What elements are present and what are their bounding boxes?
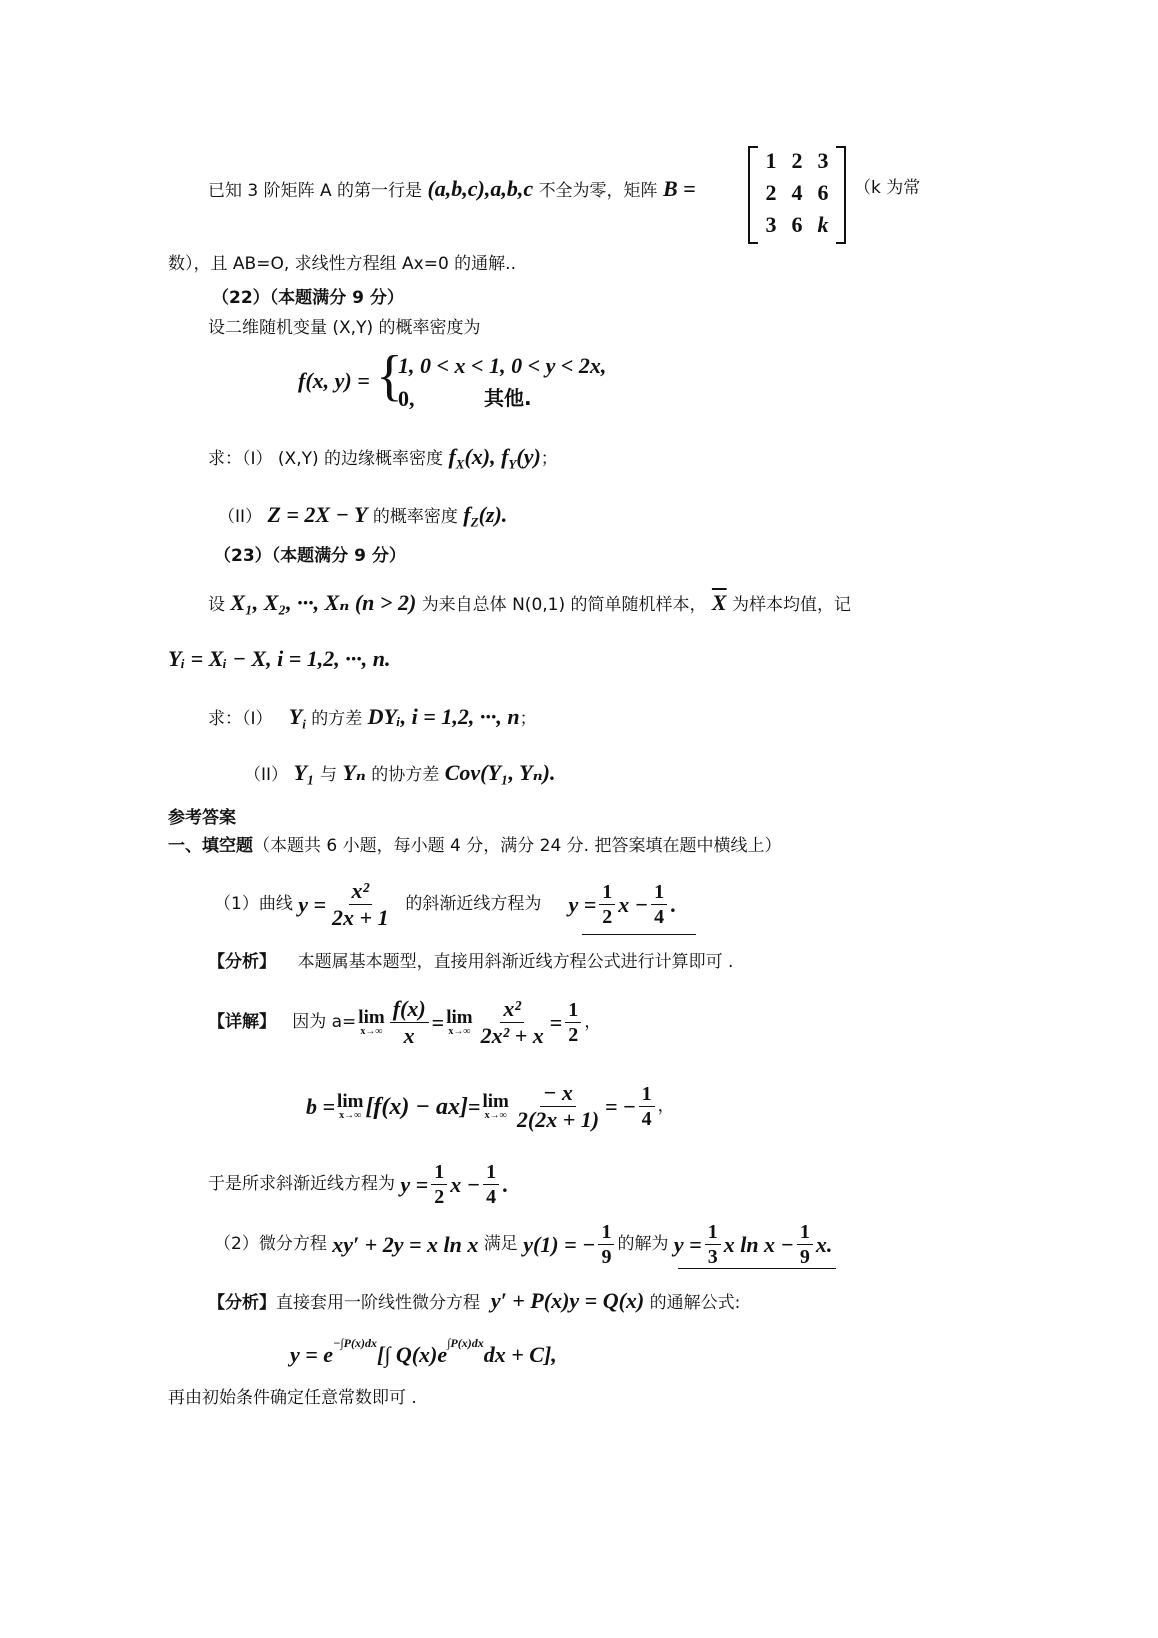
q22-ask-sub-x: X (455, 456, 465, 472)
p1-ans-y: y = (568, 891, 597, 917)
q23-i-end: ； (519, 709, 537, 729)
q22-case1: 1, 0 < x < 1, 0 < y < 2x, (398, 353, 607, 378)
q22-ii-f: f (463, 502, 471, 527)
p2-ans-x: x ln x − (723, 1231, 794, 1257)
matrix-cell: 4 (791, 180, 803, 205)
d1-tag: 【详解】 (208, 1012, 276, 1032)
p1-ans-frac2-num: 1 (651, 882, 667, 905)
matrix-cell: 6 (817, 180, 829, 205)
matrix-row (758, 212, 836, 238)
q22-f-lhs: f(x, y) = (298, 368, 370, 393)
b-frac2-num: 1 (639, 1084, 655, 1107)
b-lim2-word: lim (482, 1091, 509, 1112)
q23-ask2 (244, 762, 556, 784)
p2-answer-underline (678, 1268, 836, 1269)
q21-mid: 不全为零，矩阵 (538, 181, 658, 201)
so-end: . (502, 1171, 508, 1197)
b-frac1 (514, 1082, 602, 1131)
sec1-heading (168, 838, 782, 855)
q22-ii-mid: 的概率密度 (372, 507, 458, 527)
matrix-cell: 1 (765, 148, 777, 173)
p2-eq: xy′ + 2y = x ln x (332, 1231, 479, 1257)
so-frac2 (483, 1162, 499, 1207)
q21-b-eq: B = (662, 176, 696, 201)
q23-line1 (208, 592, 851, 614)
p1-ans-frac2 (651, 882, 667, 927)
d1-frac2-den: 2x² + x (480, 1023, 544, 1048)
p2-ans-y: y = (673, 1231, 702, 1257)
q22-ask-end: ； (540, 449, 558, 469)
q22-ask-xarg: (x), (464, 444, 502, 469)
final-line: 再由初始条件确定任意常数即可 . (168, 1388, 417, 1408)
p2-ans-frac2-den: 9 (799, 1246, 810, 1268)
q22-ii-sub: Z (470, 514, 479, 530)
p1-ans-frac2-den: 4 (654, 906, 665, 928)
p2-mid2: 的解为 (617, 1234, 669, 1254)
p2-ans-end: x. (815, 1231, 833, 1257)
matrix-row (758, 148, 836, 174)
b-eq: = (467, 1093, 481, 1119)
q22-ask-sub-y: Y (508, 456, 517, 472)
matrix-cell: 3 (765, 212, 777, 237)
answers-title: 参考答案 (168, 808, 236, 828)
b-lim2-sub: x→∞ (484, 1110, 507, 1121)
d1-frac1-den: x (403, 1023, 415, 1048)
p1-end: . (670, 891, 676, 917)
d1-lim2-sub: x→∞ (448, 1026, 471, 1037)
q21-lead: 已知 3 阶矩阵 A 的第一行是 (208, 181, 423, 201)
q23-ask1 (208, 706, 537, 730)
p2-mid: 满足 (483, 1234, 518, 1254)
d1-lim1 (358, 1008, 384, 1037)
p1-ans-frac1 (599, 882, 615, 927)
p1-fraction (329, 880, 392, 929)
q23-sample: X₁, X₂, ···, Xₙ (n > 2) (230, 590, 417, 615)
q23-ii-expr: Cov(Y₁, Yₙ). (444, 760, 556, 785)
d1-frac2 (478, 998, 547, 1047)
p2-ans-frac1-num: 1 (705, 1222, 721, 1245)
so-frac2-num: 1 (483, 1162, 499, 1185)
b-frac1-num: − x (540, 1082, 576, 1107)
b-frac1-den: 2(2x + 1) (516, 1107, 600, 1132)
q22-ii-prefix: （II） (218, 507, 263, 527)
so-frac1-num: 1 (431, 1162, 447, 1185)
a2-tag: 【分析】 (208, 1293, 276, 1313)
q23-xbar: $\overline{X}$ (711, 590, 727, 615)
matrix-cell: 2 (765, 180, 777, 205)
formula-exp1: −∫P(x)dx (333, 1336, 377, 1351)
sec1-desc: （本题共 6 小题，每小题 4 分，满分 24 分. 把答案填在题中横线上） (253, 836, 782, 856)
q23-ii-prefix: （II） (244, 765, 289, 785)
q21-tail: （k 为常 (854, 178, 921, 198)
d1-frac1 (390, 998, 429, 1047)
matrix-cell: k (817, 212, 829, 237)
b-end: ， (657, 1096, 675, 1116)
q23-i-sub: i (302, 716, 306, 732)
a2-text: 直接套用一阶线性微分方程 (276, 1293, 480, 1313)
so-text: 于是所求斜渐近线方程为 (208, 1174, 395, 1194)
so-x: x − (450, 1171, 481, 1197)
q22-ask2 (218, 504, 507, 528)
q21-line1 (208, 178, 696, 200)
p2-ans-frac2 (797, 1222, 813, 1267)
q21-line2: 数），且 AB=O, 求线性方程组 Ax=0 的通解.. (168, 254, 516, 274)
q23-i-mid: 的方差 (311, 709, 363, 729)
b-frac2 (639, 1084, 655, 1129)
matrix-cell: 2 (791, 148, 803, 173)
d1-frac3-num: 1 (565, 1000, 581, 1023)
q23-i-expr: DYᵢ, i = 1,2, ···, n (367, 704, 520, 729)
b-lim2 (483, 1092, 509, 1121)
d1-frac1-num: f(x) (390, 998, 429, 1023)
so-frac1 (431, 1162, 447, 1207)
p1-den: 2x + 1 (332, 905, 389, 930)
p2-frac-init-num: 1 (598, 1222, 614, 1245)
p1-ans-x: x − (618, 891, 649, 917)
q22-ask-prefix: 求：（I） (X,Y) 的边缘概率密度 (208, 449, 444, 469)
q22-ask1 (208, 446, 558, 470)
q23-def: Yᵢ = Xᵢ − X, i = 1,2, ···, n. (168, 646, 391, 671)
p2-ans-frac2-num: 1 (797, 1222, 813, 1245)
p2-line (214, 1222, 832, 1267)
q23-ii-mid2: 的协方差 (371, 765, 440, 785)
b-res: = − (605, 1093, 636, 1119)
q23-ii-y1: Y₁ (293, 760, 315, 785)
p2-ans-frac1-den: 3 (707, 1246, 718, 1268)
q22-ask-f: f (448, 444, 456, 469)
d1-eq2: = (549, 1009, 563, 1035)
b-frac2-den: 4 (641, 1108, 652, 1130)
q22-ask-yarg: (y) (516, 444, 541, 469)
a1-tag: 【分析】 (208, 952, 276, 972)
p1-prefix: （1）曲线 (214, 894, 293, 914)
d1-lim2-word: lim (446, 1007, 473, 1028)
d1-line (208, 998, 601, 1047)
q23-s2: 为来自总体 N(0,1) 的简单随机样本， (421, 595, 707, 615)
q21-row-expr: (a,b,c),a,b,c (427, 176, 534, 201)
p1-mid: 的斜渐近线方程为 (405, 894, 542, 914)
so-frac2-den: 4 (486, 1186, 497, 1208)
d1-lim1-sub: x→∞ (360, 1026, 383, 1037)
p1-num: x² (349, 880, 373, 905)
formula-exp2: ∫P(x)dx (447, 1336, 484, 1351)
matrix-b (748, 146, 846, 242)
p1-y: y = (298, 891, 327, 917)
q22-header: （22）（本题满分 9 分） (212, 288, 404, 308)
d1-frac3-den: 2 (568, 1024, 579, 1046)
q23-s1: 设 (208, 595, 225, 615)
b-brack: [f(x) − ax] (365, 1093, 468, 1120)
a2-end: 的通解公式: (649, 1293, 741, 1313)
matrix-cell: 3 (817, 148, 829, 173)
formula-end: dx + C], (483, 1342, 557, 1367)
formula-lhs: y = e (290, 1342, 334, 1367)
p1-ans-frac1-num: 1 (599, 882, 615, 905)
general-formula (290, 1336, 557, 1367)
q22-brace: { (376, 345, 403, 407)
q23-i-y: Y (288, 704, 303, 729)
q23-ii-yn: Yₙ (342, 760, 366, 785)
sec1-head: 一、填空题 (168, 836, 253, 856)
p1-answer-underline (582, 934, 696, 935)
b-lim1-word: lim (337, 1091, 364, 1112)
q23-ii-mid: 与 (319, 765, 337, 785)
p2-frac-init (598, 1222, 614, 1267)
so-line (208, 1162, 508, 1207)
d1-lim2 (446, 1008, 472, 1037)
q22-case2-cond: 其他. (484, 386, 532, 410)
q22-ii-arg: (z). (478, 502, 508, 527)
b-lim1-sub: x→∞ (339, 1110, 362, 1121)
p2-frac-init-den: 9 (601, 1246, 612, 1268)
q23-s3: 为样本均值，记 (732, 595, 852, 615)
q22-ii-expr: Z = 2X − Y (267, 502, 368, 527)
q22-case2-val: 0, (398, 386, 415, 411)
d1-lim1-word: lim (358, 1007, 385, 1028)
formula-mid: [∫ Q(x)e (376, 1342, 448, 1367)
d1-eq1: = (431, 1009, 445, 1035)
p2-ans-frac1 (705, 1222, 721, 1267)
b-lhs: b = (306, 1093, 336, 1119)
q23-i-prefix: 求：（I） (208, 709, 273, 729)
p1-ans-frac1-den: 2 (602, 906, 613, 928)
b-line (306, 1082, 675, 1131)
d1-frac2-num: x² (500, 998, 524, 1023)
a2-line (208, 1290, 740, 1312)
so-y: y = (400, 1171, 429, 1197)
p2-prefix: （2）微分方程 (214, 1234, 327, 1254)
d1-comma: ， (584, 1012, 602, 1032)
b-lim1 (337, 1092, 363, 1121)
p1-line (214, 880, 676, 929)
a1-text: 本题属基本题型，直接用斜渐近线方程公式进行计算即可 . (297, 952, 734, 972)
q22-ask-f2: f (501, 444, 509, 469)
d1-text: 因为 a= (292, 1012, 357, 1032)
matrix-cell: 6 (791, 212, 803, 237)
q23-header: （23）（本题满分 9 分） (214, 546, 406, 566)
d1-frac3 (565, 1000, 581, 1045)
q22-intro: 设二维随机变量 (X,Y) 的概率密度为 (208, 318, 481, 338)
a2-eq: y′ + P(x)y = Q(x) (490, 1288, 645, 1313)
matrix-row (758, 180, 836, 206)
a1-line (208, 954, 733, 971)
p2-init: y(1) = − (523, 1231, 596, 1257)
so-frac1-den: 2 (434, 1186, 445, 1208)
